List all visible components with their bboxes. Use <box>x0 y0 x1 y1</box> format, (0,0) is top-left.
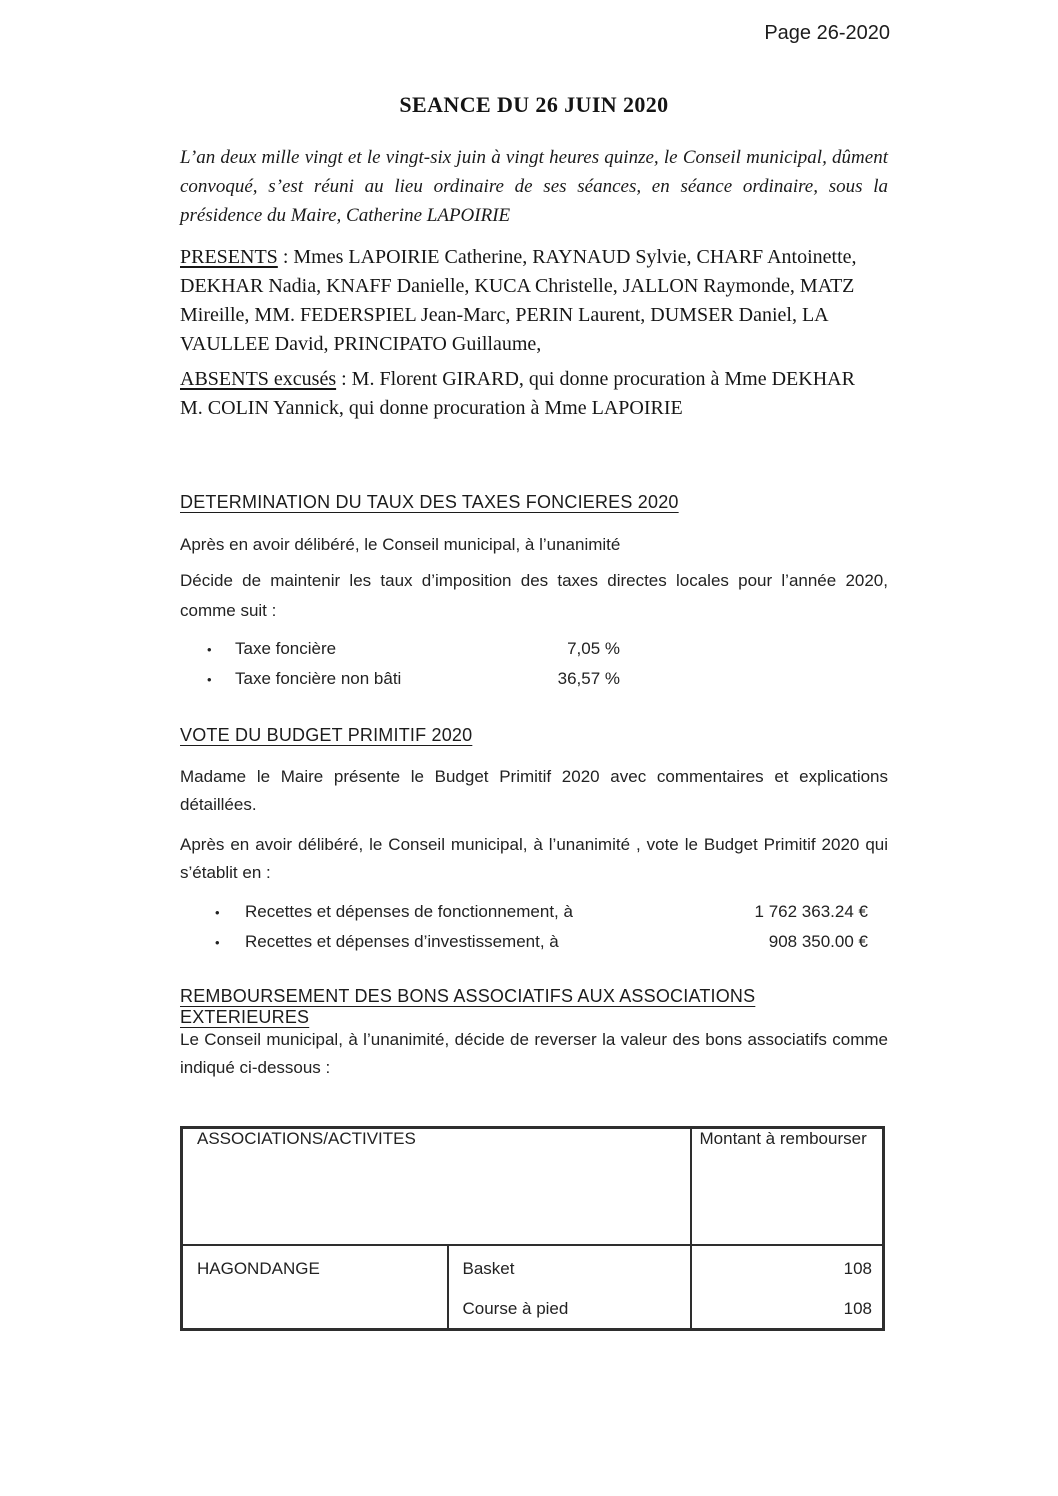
table-row <box>182 1245 884 1330</box>
association-name: HAGONDANGE <box>197 1258 320 1278</box>
bullet-icon: • <box>207 642 212 657</box>
presents-text: : Mmes LAPOIRIE Catherine, RAYNAUD Sylvie, CHARF Antoinette, DEKHAR Nadia, KNAFF Danielle, KUCA Christelle, JALLON Raymonde, MATZ Mireille, MM. FEDERSPIEL Jean-Marc, PERIN Laurent, DUMSER Daniel, LA VAULLEE David, PRINCIPATO Guillaume, <box>180 246 857 355</box>
table-header-row <box>182 1128 884 1245</box>
absents-second-line: M. COLIN Yannick, qui donne procuration à Mme LAPOIRIE <box>180 397 683 419</box>
taxes-bullet-list <box>180 634 888 694</box>
budget-bullet-list <box>180 897 888 957</box>
item-label: Taxe foncière non bâti <box>235 669 402 688</box>
absents-label: ABSENTS excusés <box>180 368 337 390</box>
presents-label: PRESENTS <box>180 246 278 268</box>
list-item-taxe-fonciere <box>180 634 620 664</box>
item-value: 1 762 363.24 € <box>754 902 868 921</box>
bullet-icon: • <box>207 672 212 687</box>
absents-paragraph <box>180 365 888 423</box>
cell-activities <box>448 1245 691 1330</box>
table-header-associations: ASSOCIATIONS/ACTIVITES <box>182 1128 691 1245</box>
section-heading-reimbursement: REMBOURSEMENT DES BONS ASSOCIATIFS AUX ASSOCIATIONS EXTERIEURES <box>180 986 756 1027</box>
reimbursement-table <box>180 1126 885 1331</box>
taxes-paragraph-2: Décide de maintenir les taux d’imposition des taxes directes locales pour l’année 2020, comme suit : <box>180 571 888 620</box>
budget-paragraph-1: Madame le Maire présente le Budget Primitif 2020 avec commentaires et explications détaillées. <box>180 767 888 814</box>
list-item-fonctionnement <box>180 897 868 927</box>
presents-paragraph <box>180 243 888 359</box>
section-heading-taxes: DETERMINATION DU TAUX DES TAXES FONCIERES 2020 <box>180 492 679 512</box>
activity-amount: 108 <box>843 1298 872 1318</box>
list-item-taxe-fonciere-non-bati <box>180 664 620 694</box>
bullet-icon: • <box>215 935 220 950</box>
reimbursement-table-container <box>180 1126 888 1331</box>
item-value: 36,57 % <box>557 669 620 688</box>
item-value: 7,05 % <box>567 639 620 658</box>
document-title: SEANCE DU 26 JUIN 2020 <box>399 92 669 117</box>
section-heading-budget: VOTE DU BUDGET PRIMITIF 2020 <box>180 725 473 745</box>
bullet-icon: • <box>215 905 220 920</box>
list-item-investissement <box>180 927 868 957</box>
item-label: Recettes et dépenses de fonctionnement, à <box>245 902 573 921</box>
absents-text: : M. Florent GIRARD, qui donne procuration à Mme DEKHAR <box>336 368 855 390</box>
activity-name: Basket <box>462 1258 515 1278</box>
item-label: Recettes et dépenses d’investissement, à <box>245 932 559 951</box>
budget-paragraph-2: Après en avoir délibéré, le Conseil municipal, à l’unanimité , vote le Budget Primitif 2020 qui s’établit en : <box>180 835 888 882</box>
activity-name: Course à pied <box>462 1298 569 1318</box>
cell-amounts <box>691 1245 884 1330</box>
cell-association <box>182 1245 448 1330</box>
item-label: Taxe foncière <box>235 639 337 658</box>
item-value: 908 350.00 € <box>768 932 868 951</box>
reimbursement-paragraph-1: Le Conseil municipal, à l’unanimité, décide de reverser la valeur des bons associatifs comme indiqué ci-dessous : <box>180 1030 888 1077</box>
activity-amount: 108 <box>843 1258 872 1278</box>
absents-first-line <box>180 365 888 394</box>
page-number: Page 26-2020 <box>764 22 890 44</box>
intro-paragraph: L’an deux mille vingt et le vingt-six juin à vingt heures quinze, le Conseil municipal, dûment convoqué, s’est réuni au lieu ordinaire de ses séances, en séance ordinaire, sous la présidence du Maire, Catherine LAPOIRIE <box>180 147 888 226</box>
taxes-paragraph-1: Après en avoir délibéré, le Conseil municipal, à l’unanimité <box>180 535 621 554</box>
table-header-amount: Montant à rembourser <box>691 1128 884 1245</box>
